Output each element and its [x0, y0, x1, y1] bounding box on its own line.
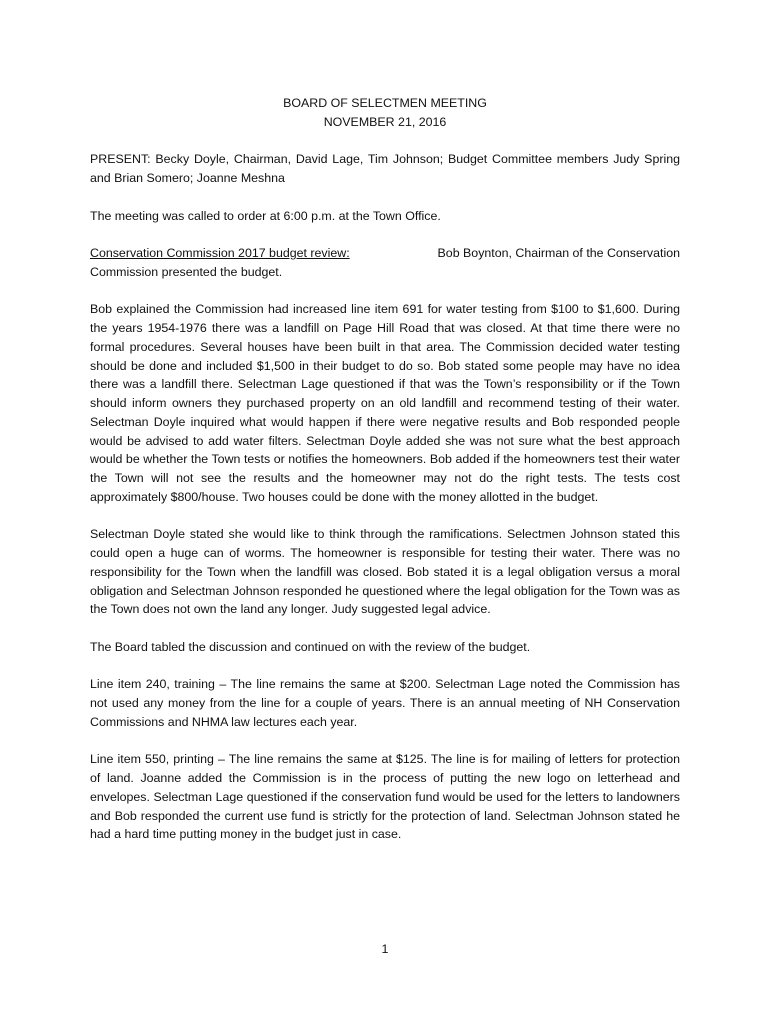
- document-title: BOARD OF SELECTMEN MEETING: [283, 96, 487, 110]
- call-to-order: The meeting was called to order at 6:00 p.m. at the Town Office.: [90, 208, 441, 223]
- page-number: 1: [381, 942, 389, 956]
- meeting-date: NOVEMBER 21, 2016: [323, 114, 447, 129]
- paragraph-line-item-240: Line item 240, training – The line remains the same at $200. Selectman Lage noted the Commission has not used any money from the line for a couple of years. There is an annual meeting of NH Conservation Commissions and NHMA law lectures each year.: [90, 677, 680, 729]
- paragraph-ramifications: Selectman Doyle stated she would like to think through the ramifications. Selectmen Johnson stated this could open a huge can of worms. The homeowner is responsible for testing their water. There was no responsibility for the Town when the landfill was closed. Bob stated it is a legal obligation versus a moral obligation and Selectman Johnson responded he questioned where the legal obligation for the Town was as the Town does not own the land any longer. Judy suggested legal advice.: [90, 527, 680, 617]
- paragraph-tabled: The Board tabled the discussion and continued on with the review of the budget.: [90, 639, 531, 654]
- conservation-heading-rest: Bob Boynton, Chairman of the Conservation: [437, 246, 680, 260]
- paragraph-water-testing: Bob explained the Commission had increased line item 691 for water testing from $100 to $1,600. During the years 1954-1976 there was a landfill on Page Hill Road that was closed. At that time there were no formal procedures. Several houses have been built in that area. The Commission decided water testing should be done and included $1,500 in their budget to do so. Bob stated some people may have no idea there was a landfill there. Selectman Lage questioned if that was the Town’s responsibility or if the Town should inform owners they purchased property on an old landfill and recommend testing of their water. Selectman Doyle inquired what would happen if there were negative results and Bob responded people would be advised to add water filters. Selectman Doyle added she was not sure what the best approach would be whether the Town tests or notifies the homeowners. Bob added if the homeowners test their water the Town will not see the results and the homeowner may not do the right tests. The tests cost approximately $800/house. Two houses could be done with the money allotted in the budget.: [90, 302, 680, 504]
- document-page: [90, 94, 680, 863]
- paragraph-line-item-550: Line item 550, printing – The line remains the same at $125. The line is for mailing of letters for protection of land. Joanne added the Commission is in the process of putting the new logo on letterhead and envelopes. Selectman Lage questioned if the conservation fund would be used for the letters to landowners and Bob responded the current use fund is strictly for the protection of land. Selectman Johnson stated he had a hard time putting money in the budget just in case.: [90, 752, 680, 842]
- conservation-heading-row: [90, 244, 680, 263]
- document-header: [90, 94, 680, 132]
- conservation-heading: Conservation Commission 2017 budget review:: [90, 246, 350, 260]
- present-attendees: PRESENT: Becky Doyle, Chairman, David Lage, Tim Johnson; Budget Committee members Judy Spring and Brian Somero; Joanne Meshna: [90, 152, 680, 185]
- conservation-heading-continued: Commission presented the budget.: [90, 264, 283, 279]
- conservation-section-intro: [90, 244, 680, 282]
